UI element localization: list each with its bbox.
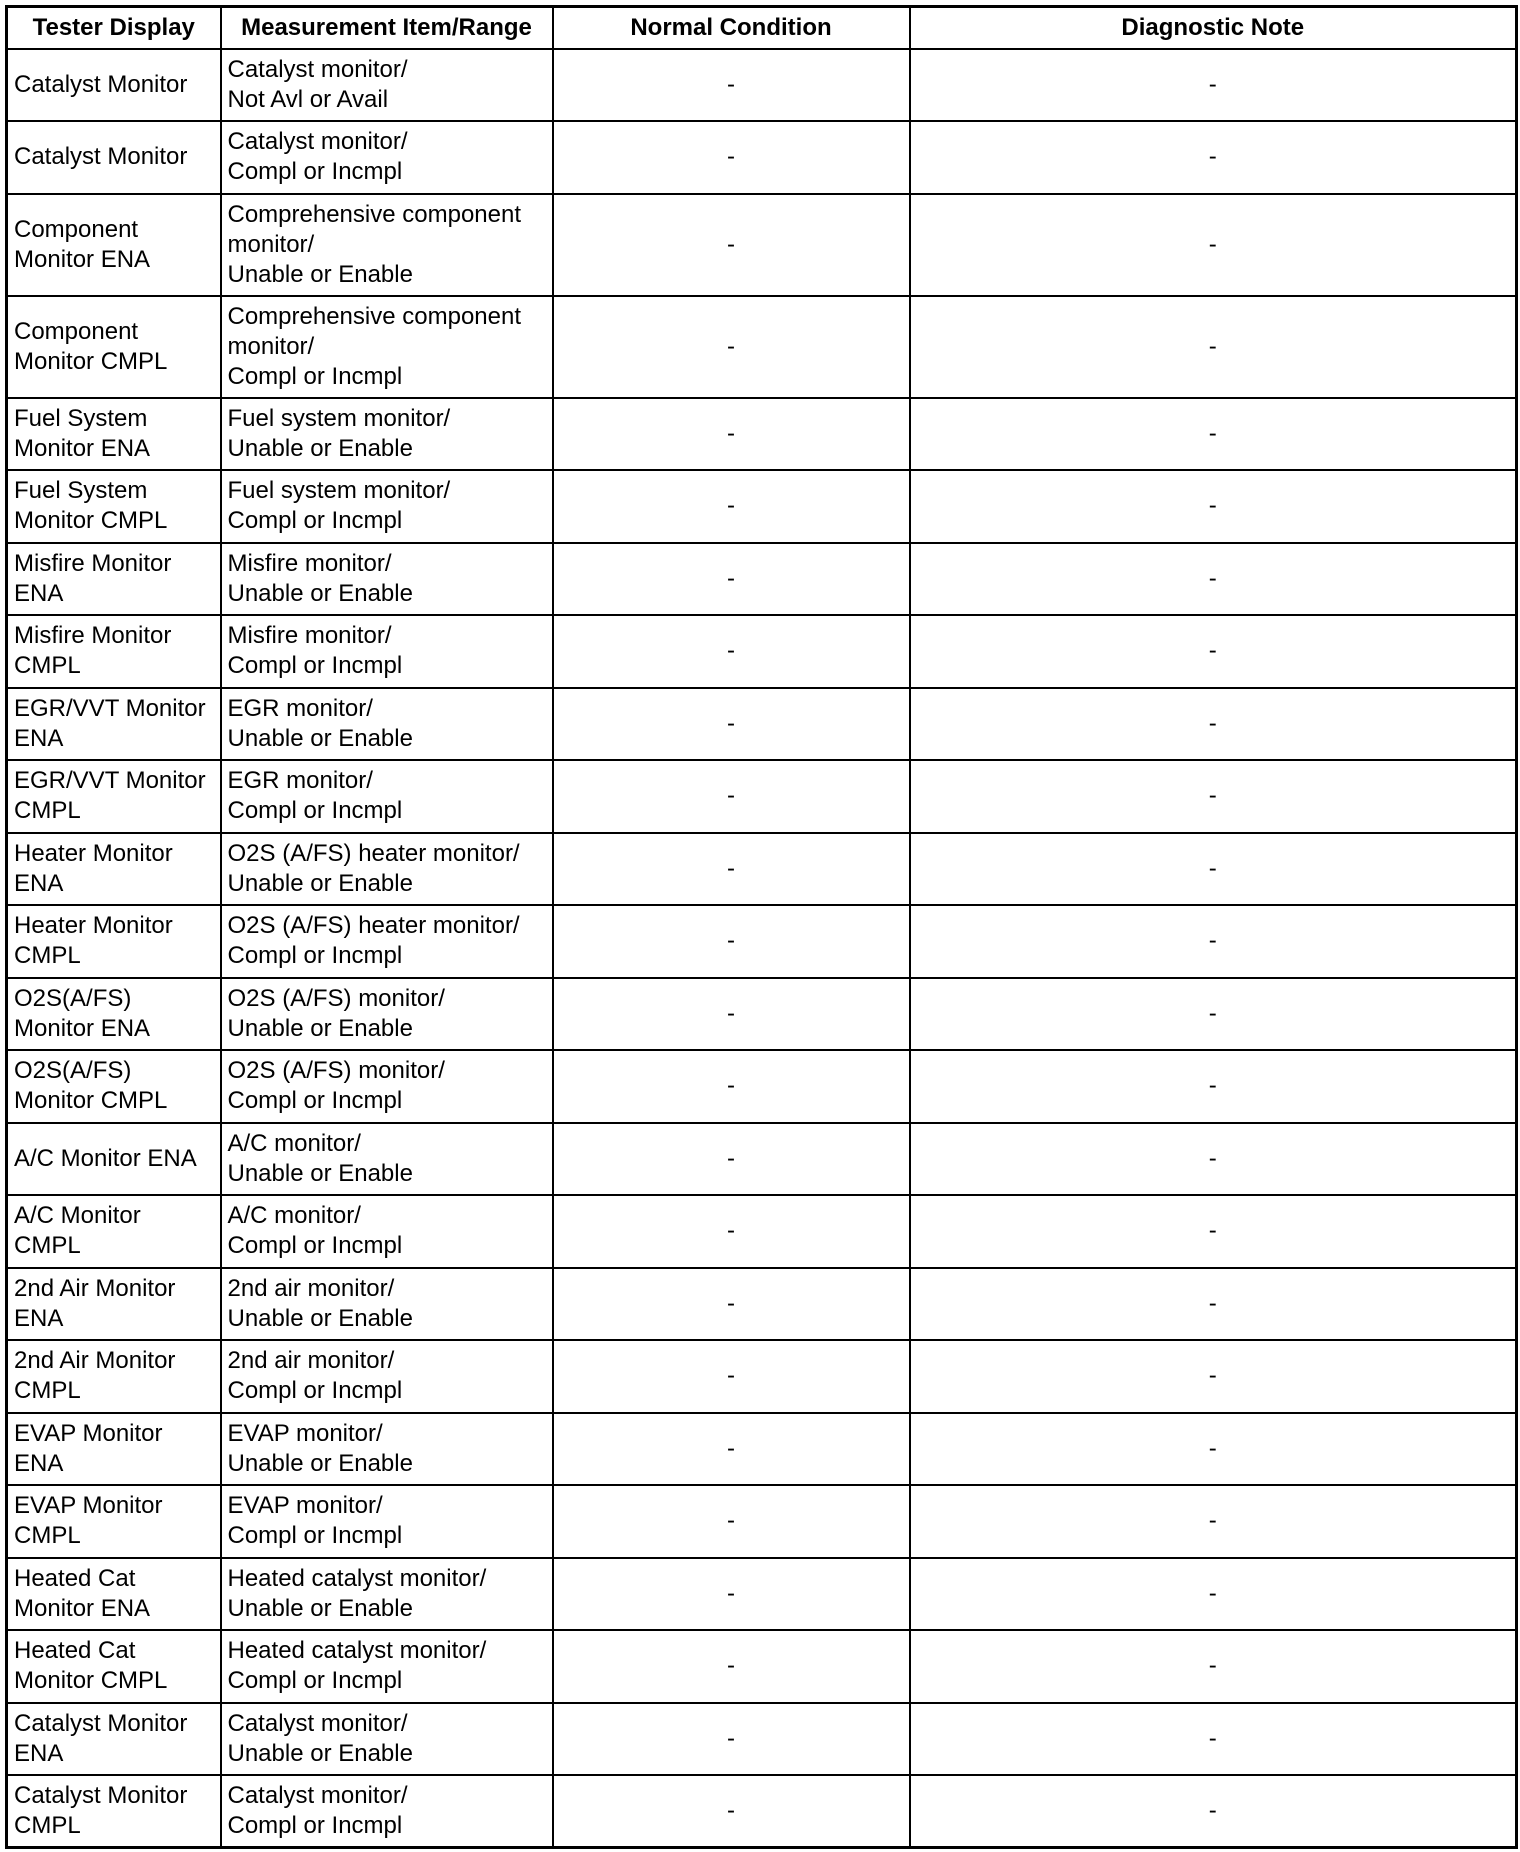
cell-tester-display xyxy=(7,760,221,833)
cell-normal-condition-text: - xyxy=(727,1652,735,1680)
cell-tester-display-text: Component Monitor CMPL xyxy=(14,317,168,375)
cell-measurement-item-text: EGR monitor/ Compl or Incmpl xyxy=(227,767,403,825)
cell-diagnostic-note xyxy=(910,194,1517,296)
cell-tester-display xyxy=(7,615,221,688)
cell-tester-display xyxy=(7,1268,221,1341)
cell-normal-condition xyxy=(553,1630,910,1703)
table-row xyxy=(7,688,1517,761)
cell-measurement-item xyxy=(221,543,553,616)
cell-tester-display xyxy=(7,398,221,471)
cell-diagnostic-note xyxy=(910,833,1517,906)
cell-diagnostic-note-text: - xyxy=(1208,564,1217,592)
cell-normal-condition-text: - xyxy=(727,1144,735,1172)
cell-tester-display xyxy=(7,1340,221,1413)
cell-tester-display-text: EVAP Monitor ENA xyxy=(14,1419,163,1477)
cell-tester-display-text: A/C Monitor CMPL xyxy=(14,1202,141,1260)
data-list-table xyxy=(5,5,1518,1849)
cell-measurement-item xyxy=(221,1413,553,1486)
cell-measurement-item-text: Heated catalyst monitor/ Unable or Enable xyxy=(227,1564,487,1622)
header-diagnostic-note: Diagnostic Note xyxy=(910,7,1517,49)
cell-tester-display xyxy=(7,1775,221,1848)
cell-tester-display xyxy=(7,296,221,398)
cell-diagnostic-note xyxy=(910,905,1517,978)
cell-diagnostic-note xyxy=(910,1268,1517,1341)
cell-measurement-item-text: EVAP monitor/ Unable or Enable xyxy=(227,1419,413,1477)
cell-tester-display-text: EVAP Monitor CMPL xyxy=(14,1492,163,1550)
cell-tester-display xyxy=(7,1195,221,1268)
cell-normal-condition-text: - xyxy=(727,564,735,592)
cell-measurement-item-text: 2nd air monitor/ Compl or Incmpl xyxy=(227,1347,403,1405)
table-row xyxy=(7,833,1517,906)
cell-normal-condition xyxy=(553,1123,910,1196)
cell-diagnostic-note-text: - xyxy=(1208,1434,1217,1462)
cell-measurement-item xyxy=(221,1485,553,1558)
table-row xyxy=(7,905,1517,978)
cell-measurement-item xyxy=(221,905,553,978)
cell-measurement-item-text: Catalyst monitor/ Not Avl or Avail xyxy=(227,55,408,113)
table-body xyxy=(7,49,1517,1848)
cell-diagnostic-note xyxy=(910,615,1517,688)
table-header-row xyxy=(7,7,1517,49)
cell-diagnostic-note-text: - xyxy=(1208,492,1217,520)
cell-measurement-item-text: Fuel system monitor/ Compl or Incmpl xyxy=(227,477,451,535)
cell-normal-condition-text: - xyxy=(727,332,735,360)
cell-tester-display xyxy=(7,978,221,1051)
cell-normal-condition-text: - xyxy=(727,1579,735,1607)
table-row xyxy=(7,296,1517,398)
cell-tester-display xyxy=(7,688,221,761)
cell-tester-display-text: O2S(A/FS) Monitor ENA xyxy=(14,984,151,1042)
cell-diagnostic-note-text: - xyxy=(1208,1217,1217,1245)
cell-measurement-item xyxy=(221,296,553,398)
cell-normal-condition xyxy=(553,1195,910,1268)
cell-measurement-item xyxy=(221,194,553,296)
cell-normal-condition xyxy=(553,978,910,1051)
cell-normal-condition-text: - xyxy=(727,1072,735,1100)
cell-diagnostic-note xyxy=(910,1558,1517,1631)
cell-diagnostic-note xyxy=(910,688,1517,761)
cell-normal-condition xyxy=(553,1485,910,1558)
cell-diagnostic-note xyxy=(910,1050,1517,1123)
cell-normal-condition-text: - xyxy=(727,637,735,665)
cell-tester-display-text: Heater Monitor CMPL xyxy=(14,912,173,970)
cell-measurement-item xyxy=(221,1703,553,1776)
cell-tester-display xyxy=(7,194,221,296)
cell-measurement-item xyxy=(221,49,553,122)
cell-normal-condition-text: - xyxy=(727,1724,735,1752)
table-row xyxy=(7,1195,1517,1268)
cell-normal-condition xyxy=(553,1413,910,1486)
cell-diagnostic-note xyxy=(910,760,1517,833)
cell-diagnostic-note xyxy=(910,1703,1517,1776)
cell-measurement-item-text: A/C monitor/ Compl or Incmpl xyxy=(227,1202,403,1260)
cell-measurement-item xyxy=(221,978,553,1051)
cell-diagnostic-note-text: - xyxy=(1208,332,1217,360)
cell-measurement-item-text: Fuel system monitor/ Unable or Enable xyxy=(227,404,451,462)
table-row xyxy=(7,1123,1517,1196)
cell-diagnostic-note xyxy=(910,1195,1517,1268)
table-row xyxy=(7,194,1517,296)
cell-tester-display-text: A/C Monitor ENA xyxy=(14,1144,197,1172)
table-row xyxy=(7,470,1517,543)
cell-tester-display xyxy=(7,1413,221,1486)
cell-tester-display-text: EGR/VVT Monitor CMPL xyxy=(14,767,206,825)
cell-measurement-item-text: O2S (A/FS) monitor/ Compl or Incmpl xyxy=(227,1057,445,1115)
cell-tester-display-text: Catalyst Monitor xyxy=(14,70,188,98)
cell-measurement-item-text: Misfire monitor/ Unable or Enable xyxy=(227,549,413,607)
cell-measurement-item-text: A/C monitor/ Unable or Enable xyxy=(227,1129,413,1187)
cell-diagnostic-note xyxy=(910,1775,1517,1848)
cell-tester-display-text: Fuel System Monitor CMPL xyxy=(14,477,168,535)
cell-normal-condition xyxy=(553,1050,910,1123)
cell-measurement-item-text: EVAP monitor/ Compl or Incmpl xyxy=(227,1492,403,1550)
table-row xyxy=(7,398,1517,471)
cell-diagnostic-note-text: - xyxy=(1208,70,1217,98)
cell-diagnostic-note-text: - xyxy=(1208,230,1217,258)
table-row xyxy=(7,121,1517,194)
table-row xyxy=(7,1703,1517,1776)
cell-normal-condition-text: - xyxy=(727,1797,735,1824)
cell-tester-display xyxy=(7,833,221,906)
cell-tester-display-text: Misfire Monitor ENA xyxy=(14,549,172,607)
cell-normal-condition-text: - xyxy=(727,70,735,98)
cell-measurement-item xyxy=(221,833,553,906)
cell-measurement-item-text: O2S (A/FS) monitor/ Unable or Enable xyxy=(227,984,445,1042)
cell-normal-condition xyxy=(553,615,910,688)
cell-diagnostic-note xyxy=(910,49,1517,122)
cell-tester-display-text: Fuel System Monitor ENA xyxy=(14,404,151,462)
cell-diagnostic-note-text: - xyxy=(1208,1072,1217,1100)
cell-normal-condition xyxy=(553,398,910,471)
cell-diagnostic-note-text: - xyxy=(1208,1507,1217,1535)
cell-measurement-item-text: Catalyst monitor/ Unable or Enable xyxy=(227,1709,413,1767)
cell-tester-display xyxy=(7,1123,221,1196)
cell-diagnostic-note xyxy=(910,1123,1517,1196)
cell-tester-display xyxy=(7,470,221,543)
cell-diagnostic-note-text: - xyxy=(1208,782,1217,810)
cell-measurement-item xyxy=(221,398,553,471)
cell-measurement-item-text: 2nd air monitor/ Unable or Enable xyxy=(227,1274,413,1332)
cell-normal-condition-text: - xyxy=(727,782,735,810)
cell-diagnostic-note xyxy=(910,1340,1517,1413)
cell-measurement-item xyxy=(221,1775,553,1848)
cell-normal-condition xyxy=(553,49,910,122)
cell-diagnostic-note-text: - xyxy=(1208,1362,1217,1390)
cell-diagnostic-note xyxy=(910,978,1517,1051)
cell-diagnostic-note-text: - xyxy=(1208,1652,1217,1680)
cell-normal-condition xyxy=(553,905,910,978)
cell-tester-display-text: Catalyst Monitor CMPL xyxy=(14,1782,188,1839)
cell-normal-condition-text: - xyxy=(727,709,735,737)
cell-tester-display-text: Heated Cat Monitor CMPL xyxy=(14,1637,168,1695)
cell-tester-display-text: Misfire Monitor CMPL xyxy=(14,622,172,680)
cell-measurement-item xyxy=(221,1340,553,1413)
cell-normal-condition-text: - xyxy=(727,492,735,520)
cell-diagnostic-note xyxy=(910,121,1517,194)
cell-tester-display-text: Component Monitor ENA xyxy=(14,215,151,273)
cell-normal-condition xyxy=(553,1703,910,1776)
cell-normal-condition-text: - xyxy=(727,143,735,171)
cell-diagnostic-note-text: - xyxy=(1208,927,1217,955)
cell-normal-condition xyxy=(553,760,910,833)
cell-diagnostic-note xyxy=(910,1630,1517,1703)
cell-tester-display xyxy=(7,121,221,194)
cell-normal-condition xyxy=(553,833,910,906)
cell-tester-display xyxy=(7,543,221,616)
cell-tester-display-text: Catalyst Monitor xyxy=(14,143,188,171)
cell-measurement-item-text: Catalyst monitor/ Compl or Incmpl xyxy=(227,128,408,186)
cell-tester-display xyxy=(7,1485,221,1558)
cell-normal-condition xyxy=(553,470,910,543)
cell-diagnostic-note-text: - xyxy=(1208,1724,1217,1752)
cell-diagnostic-note-text: - xyxy=(1208,1797,1217,1824)
cell-diagnostic-note-text: - xyxy=(1208,1579,1217,1607)
table-row xyxy=(7,1630,1517,1703)
cell-measurement-item xyxy=(221,1123,553,1196)
cell-normal-condition-text: - xyxy=(727,1289,735,1317)
cell-tester-display-text: 2nd Air Monitor ENA xyxy=(14,1274,176,1332)
cell-diagnostic-note-text: - xyxy=(1208,854,1217,882)
cell-tester-display xyxy=(7,1630,221,1703)
cell-measurement-item xyxy=(221,1630,553,1703)
cell-measurement-item xyxy=(221,121,553,194)
cell-measurement-item-text: Comprehensive component monitor/ Unable or Enable xyxy=(227,200,521,288)
cell-diagnostic-note-text: - xyxy=(1208,999,1217,1027)
table-row xyxy=(7,1558,1517,1631)
table-row xyxy=(7,49,1517,122)
cell-normal-condition-text: - xyxy=(727,927,735,955)
cell-measurement-item xyxy=(221,1195,553,1268)
cell-diagnostic-note xyxy=(910,543,1517,616)
cell-measurement-item-text: Comprehensive component monitor/ Compl or Incmpl xyxy=(227,302,521,390)
cell-tester-display xyxy=(7,905,221,978)
cell-normal-condition-text: - xyxy=(727,1507,735,1535)
cell-diagnostic-note xyxy=(910,398,1517,471)
cell-normal-condition-text: - xyxy=(727,1434,735,1462)
cell-measurement-item xyxy=(221,1268,553,1341)
cell-diagnostic-note xyxy=(910,1485,1517,1558)
cell-tester-display xyxy=(7,1050,221,1123)
cell-diagnostic-note-text: - xyxy=(1208,419,1217,447)
cell-tester-display-text: EGR/VVT Monitor ENA xyxy=(14,694,206,752)
cell-measurement-item-text: O2S (A/FS) heater monitor/ Unable or Enable xyxy=(227,839,520,897)
cell-normal-condition xyxy=(553,296,910,398)
data-list-table-container xyxy=(5,5,1515,1847)
cell-diagnostic-note-text: - xyxy=(1208,1289,1217,1317)
cell-diagnostic-note-text: - xyxy=(1208,1144,1217,1172)
cell-measurement-item xyxy=(221,1558,553,1631)
cell-tester-display xyxy=(7,1558,221,1631)
table-row xyxy=(7,1340,1517,1413)
table-row xyxy=(7,543,1517,616)
cell-tester-display-text: Heater Monitor ENA xyxy=(14,839,173,897)
header-tester-display: Tester Display xyxy=(7,7,221,49)
cell-measurement-item-text: Heated catalyst monitor/ Compl or Incmpl xyxy=(227,1637,487,1695)
cell-measurement-item-text: EGR monitor/ Unable or Enable xyxy=(227,694,413,752)
cell-normal-condition xyxy=(553,194,910,296)
cell-normal-condition xyxy=(553,1340,910,1413)
cell-tester-display xyxy=(7,1703,221,1776)
cell-normal-condition-text: - xyxy=(727,230,735,258)
cell-diagnostic-note-text: - xyxy=(1208,637,1217,665)
header-normal-condition: Normal Condition xyxy=(553,7,910,49)
cell-measurement-item xyxy=(221,688,553,761)
cell-measurement-item xyxy=(221,1050,553,1123)
table-row xyxy=(7,1050,1517,1123)
cell-measurement-item-text: Catalyst monitor/ Compl or Incmpl xyxy=(227,1782,408,1839)
cell-normal-condition xyxy=(553,121,910,194)
table-row xyxy=(7,1485,1517,1558)
cell-diagnostic-note xyxy=(910,296,1517,398)
cell-diagnostic-note xyxy=(910,470,1517,543)
cell-normal-condition-text: - xyxy=(727,1217,735,1245)
cell-measurement-item xyxy=(221,760,553,833)
cell-normal-condition xyxy=(553,1558,910,1631)
cell-diagnostic-note xyxy=(910,1413,1517,1486)
cell-normal-condition xyxy=(553,1775,910,1848)
cell-normal-condition-text: - xyxy=(727,999,735,1027)
cell-tester-display-text: 2nd Air Monitor CMPL xyxy=(14,1347,176,1405)
cell-diagnostic-note-text: - xyxy=(1208,709,1217,737)
cell-tester-display-text: Heated Cat Monitor ENA xyxy=(14,1564,151,1622)
cell-normal-condition-text: - xyxy=(727,1362,735,1390)
cell-normal-condition-text: - xyxy=(727,419,735,447)
cell-tester-display xyxy=(7,49,221,122)
cell-measurement-item-text: O2S (A/FS) heater monitor/ Compl or Incmpl xyxy=(227,912,520,970)
cell-tester-display-text: O2S(A/FS) Monitor CMPL xyxy=(14,1057,168,1115)
table-row xyxy=(7,615,1517,688)
cell-measurement-item xyxy=(221,470,553,543)
cell-tester-display-text: Catalyst Monitor ENA xyxy=(14,1709,188,1767)
cell-measurement-item-text: Misfire monitor/ Compl or Incmpl xyxy=(227,622,403,680)
cell-normal-condition-text: - xyxy=(727,854,735,882)
table-row xyxy=(7,1268,1517,1341)
cell-normal-condition xyxy=(553,688,910,761)
header-measurement-item: Measurement Item/Range xyxy=(221,7,553,49)
table-row xyxy=(7,1775,1517,1848)
cell-normal-condition xyxy=(553,1268,910,1341)
table-row xyxy=(7,1413,1517,1486)
table-row xyxy=(7,978,1517,1051)
cell-normal-condition xyxy=(553,543,910,616)
cell-measurement-item xyxy=(221,615,553,688)
cell-diagnostic-note-text: - xyxy=(1208,143,1217,171)
table-row xyxy=(7,760,1517,833)
